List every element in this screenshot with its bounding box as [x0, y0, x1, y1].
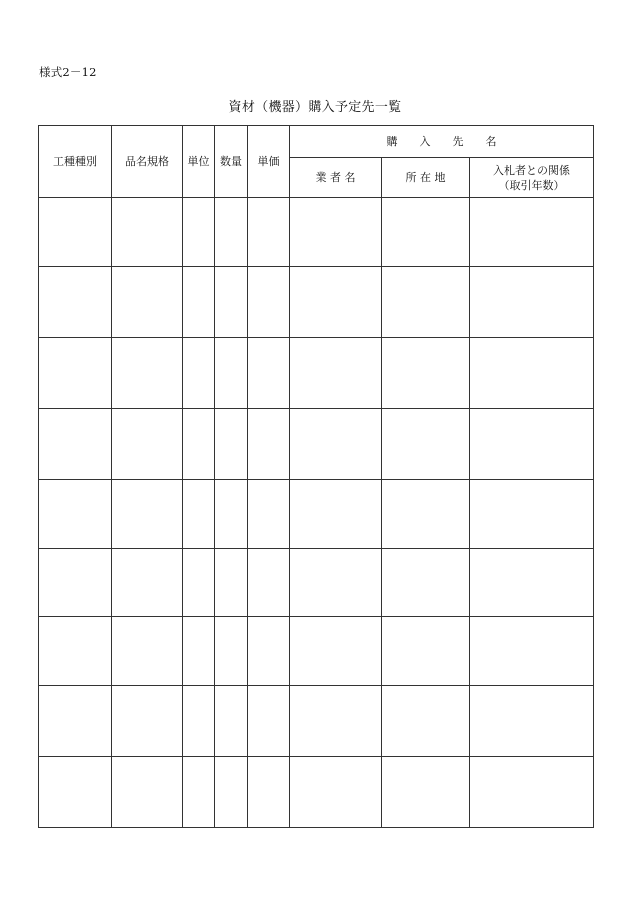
cell-unit-price[interactable]	[248, 338, 290, 409]
cell-quantity[interactable]	[215, 480, 248, 549]
cell-work-type[interactable]	[39, 409, 112, 480]
header-unit-price: 単価	[248, 126, 290, 198]
cell-quantity[interactable]	[215, 617, 248, 686]
cell-unit-price[interactable]	[248, 198, 290, 267]
cell-product-spec[interactable]	[112, 549, 183, 617]
cell-location[interactable]	[382, 338, 470, 409]
cell-relationship[interactable]	[470, 338, 594, 409]
cell-location[interactable]	[382, 757, 470, 828]
cell-company-name[interactable]	[290, 757, 382, 828]
cell-location[interactable]	[382, 617, 470, 686]
cell-work-type[interactable]	[39, 686, 112, 757]
cell-product-spec[interactable]	[112, 409, 183, 480]
cell-quantity[interactable]	[215, 757, 248, 828]
cell-unit-price[interactable]	[248, 480, 290, 549]
cell-relationship[interactable]	[470, 267, 594, 338]
cell-unit-price[interactable]	[248, 617, 290, 686]
cell-relationship[interactable]	[470, 480, 594, 549]
cell-location[interactable]	[382, 480, 470, 549]
table-row	[39, 409, 594, 480]
cell-location[interactable]	[382, 549, 470, 617]
cell-work-type[interactable]	[39, 338, 112, 409]
table-row	[39, 198, 594, 267]
header-unit: 単位	[183, 126, 215, 198]
cell-company-name[interactable]	[290, 686, 382, 757]
cell-quantity[interactable]	[215, 686, 248, 757]
cell-quantity[interactable]	[215, 267, 248, 338]
cell-unit-price[interactable]	[248, 409, 290, 480]
cell-location[interactable]	[382, 267, 470, 338]
cell-company-name[interactable]	[290, 338, 382, 409]
cell-product-spec[interactable]	[112, 686, 183, 757]
cell-relationship[interactable]	[470, 686, 594, 757]
cell-unit-price[interactable]	[248, 757, 290, 828]
form-number: 様式2－12	[39, 65, 97, 79]
cell-quantity[interactable]	[215, 338, 248, 409]
cell-work-type[interactable]	[39, 480, 112, 549]
cell-company-name[interactable]	[290, 267, 382, 338]
cell-relationship[interactable]	[470, 617, 594, 686]
cell-quantity[interactable]	[215, 409, 248, 480]
cell-relationship[interactable]	[470, 757, 594, 828]
cell-location[interactable]	[382, 409, 470, 480]
table-row	[39, 338, 594, 409]
cell-company-name[interactable]	[290, 198, 382, 267]
table-row	[39, 549, 594, 617]
header-company-name: 業 者 名	[290, 158, 382, 198]
cell-company-name[interactable]	[290, 480, 382, 549]
header-relationship-line1: 入札者との関係	[493, 163, 570, 177]
header-supplier-group: 購 入 先 名	[290, 126, 594, 158]
cell-product-spec[interactable]	[112, 617, 183, 686]
cell-work-type[interactable]	[39, 198, 112, 267]
cell-product-spec[interactable]	[112, 198, 183, 267]
cell-unit[interactable]	[183, 409, 215, 480]
cell-quantity[interactable]	[215, 198, 248, 267]
table-row	[39, 686, 594, 757]
table-row	[39, 757, 594, 828]
header-quantity: 数量	[215, 126, 248, 198]
cell-unit[interactable]	[183, 686, 215, 757]
cell-unit-price[interactable]	[248, 686, 290, 757]
cell-product-spec[interactable]	[112, 267, 183, 338]
header-product-spec: 品名規格	[112, 126, 183, 198]
cell-product-spec[interactable]	[112, 338, 183, 409]
header-work-type: 工種種別	[39, 126, 112, 198]
cell-unit[interactable]	[183, 549, 215, 617]
cell-quantity[interactable]	[215, 549, 248, 617]
cell-unit-price[interactable]	[248, 267, 290, 338]
cell-relationship[interactable]	[470, 409, 594, 480]
cell-work-type[interactable]	[39, 267, 112, 338]
cell-location[interactable]	[382, 198, 470, 267]
cell-work-type[interactable]	[39, 757, 112, 828]
cell-unit-price[interactable]	[248, 549, 290, 617]
cell-unit[interactable]	[183, 480, 215, 549]
table-row	[39, 617, 594, 686]
purchase-supplier-table	[38, 125, 594, 828]
cell-product-spec[interactable]	[112, 480, 183, 549]
cell-work-type[interactable]	[39, 549, 112, 617]
table-row	[39, 480, 594, 549]
cell-relationship[interactable]	[470, 198, 594, 267]
cell-unit[interactable]	[183, 198, 215, 267]
cell-unit[interactable]	[183, 617, 215, 686]
table-row	[39, 267, 594, 338]
header-relationship-line2: （取引年数）	[498, 178, 565, 192]
header-relationship	[470, 158, 594, 198]
cell-relationship[interactable]	[470, 549, 594, 617]
cell-unit[interactable]	[183, 267, 215, 338]
cell-company-name[interactable]	[290, 549, 382, 617]
cell-work-type[interactable]	[39, 617, 112, 686]
cell-company-name[interactable]	[290, 409, 382, 480]
header-location: 所 在 地	[382, 158, 470, 198]
cell-company-name[interactable]	[290, 617, 382, 686]
document-title: 資材（機器）購入予定先一覧	[228, 100, 402, 115]
cell-product-spec[interactable]	[112, 757, 183, 828]
cell-unit[interactable]	[183, 757, 215, 828]
header-row-top	[39, 126, 594, 158]
cell-location[interactable]	[382, 686, 470, 757]
cell-unit[interactable]	[183, 338, 215, 409]
